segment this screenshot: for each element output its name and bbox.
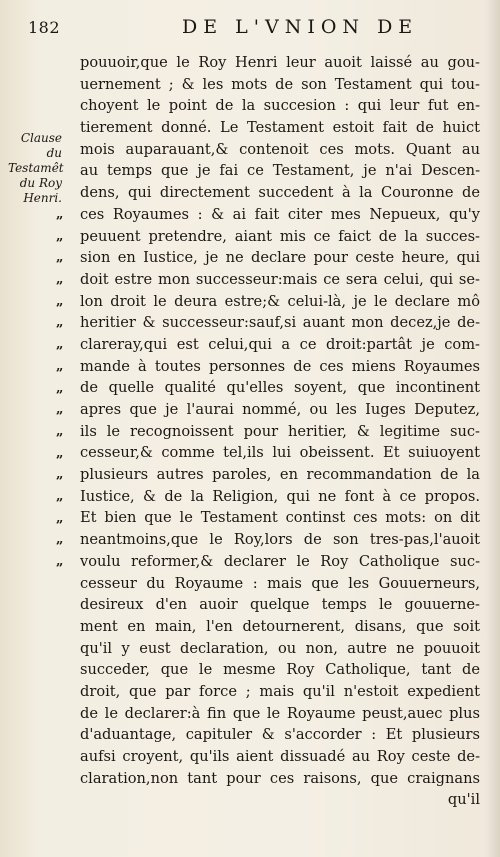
text-line: peuuent pretendre, aiant mis ce faict de la succes- — [80, 227, 480, 245]
text-line: ces Royaumes : & ai fait citer mes Nepueux, qu'y — [80, 205, 480, 223]
text-line: clareray,qui est celui,qui a ce droit:partât je com- — [80, 335, 480, 353]
quote-mark: „ — [56, 315, 64, 331]
text-line: cesseur du Royaume : mais que les Gouuerneurs, — [80, 574, 480, 592]
text-line: succeder, que le mesme Roy Catholique, tant de — [80, 661, 480, 679]
text-line: doit estre mon successeur:mais ce sera celui, qui se- — [80, 270, 480, 288]
text-line: au temps que je fai ce Testament, je n'ai Descen- — [80, 162, 480, 180]
text-line: de le declarer:à fin que le Royaume peust,auec plus — [80, 704, 480, 722]
text-line: dens, qui directement succedent à la Couronne de — [80, 184, 480, 202]
quote-mark: „ — [56, 402, 64, 418]
margin-note-line: Henri. — [23, 191, 62, 205]
quote-mark: „ — [56, 250, 64, 266]
text-line: ment en main, l'en detournerent, disans, que soit — [80, 617, 480, 635]
quote-mark: „ — [56, 532, 64, 548]
quote-mark: „ — [56, 445, 64, 461]
text-line: mande à toutes personnes de ces miens Royaumes — [80, 357, 480, 375]
text-line: tierement donné. Le Testament estoit fait de huict — [80, 119, 480, 137]
margin-note-line: Clause du — [20, 131, 62, 160]
text-line: aufsi croyent, qu'ils aient dissuadé au Roy ceste de- — [80, 748, 480, 765]
quote-mark: „ — [56, 337, 64, 353]
quote-mark: „ — [56, 228, 64, 244]
text-line: pouuoir,que le Roy Henri leur auoit laissé au gou- — [80, 54, 480, 71]
text-line: choyent le point de la succesion : qui leur fut en- — [80, 97, 480, 115]
text-line: desireux d'en auoir quelque temps le gouuerne- — [80, 596, 480, 614]
quote-mark: „ — [56, 554, 64, 570]
text-line: Iustice, & de la Religion, qui ne font à ce propos. — [80, 487, 480, 505]
text-line: qu'il — [447, 791, 480, 809]
margin-note-line: Testamêt — [8, 161, 64, 175]
text-line: voulu reformer,& declarer le Roy Catholique suc- — [80, 552, 480, 570]
text-line: cesseur,& comme tel,ils lui obeissent. Et suiuoyent — [80, 444, 480, 462]
text-line: qu'il y eust declaration, ou non, autre ne pouuoit — [80, 639, 480, 657]
quote-mark: „ — [56, 467, 64, 483]
quote-mark: „ — [56, 489, 64, 504]
quote-mark: „ — [56, 510, 64, 526]
text-line: de quelle qualité qu'elles soyent, que incontinent — [80, 379, 480, 397]
text-line: d'aduantage, capituler & s'accorder : Et plusieurs — [80, 726, 480, 744]
body-text — [80, 52, 480, 811]
quote-mark: „ — [56, 293, 64, 309]
margin-note — [8, 131, 62, 206]
quote-mark: „ — [56, 423, 64, 439]
text-line: apres que je l'aurai nommé, ou les Iuges Deputez, — [80, 401, 480, 418]
text-line: Et bien que le Testament continst ces mots: on dit — [80, 509, 480, 527]
quote-mark: „ — [56, 380, 64, 396]
page-number: 182 — [28, 18, 61, 37]
text-line: mois auparauant,& contenoit ces mots. Quant au — [80, 140, 480, 158]
text-line: plusieurs autres paroles, en recommandation de la — [80, 466, 480, 484]
text-line: droit, que par force ; mais qu'il n'estoit expedient — [80, 682, 480, 700]
page-edge-shadow — [486, 0, 500, 857]
text-line: lon droit le deura estre;& celui-là, je le declare mô — [80, 292, 480, 310]
text-line: uernement ; & les mots de son Testament qui tou- — [80, 75, 480, 93]
text-line: heritier & successeur:sauf,si auant mon decez,je de- — [80, 314, 480, 332]
text-line: sion en Iustice, je ne declare pour ceste heure, qui — [80, 249, 480, 267]
quote-mark: „ — [56, 272, 64, 287]
text-line: ils le recognoissent pour heritier, & legitime suc- — [80, 422, 480, 440]
running-title: DE L'VNION DE — [182, 16, 419, 38]
text-line: claration,non tant pour ces raisons, que craignans — [80, 769, 480, 787]
text-line: neantmoins,que le Roy,lors de son tres-pas,l'auoit — [80, 531, 480, 549]
page-header — [0, 14, 500, 40]
quote-mark: „ — [56, 358, 64, 374]
margin-note-line: du Roy — [19, 176, 62, 190]
quote-mark: „ — [56, 206, 64, 222]
